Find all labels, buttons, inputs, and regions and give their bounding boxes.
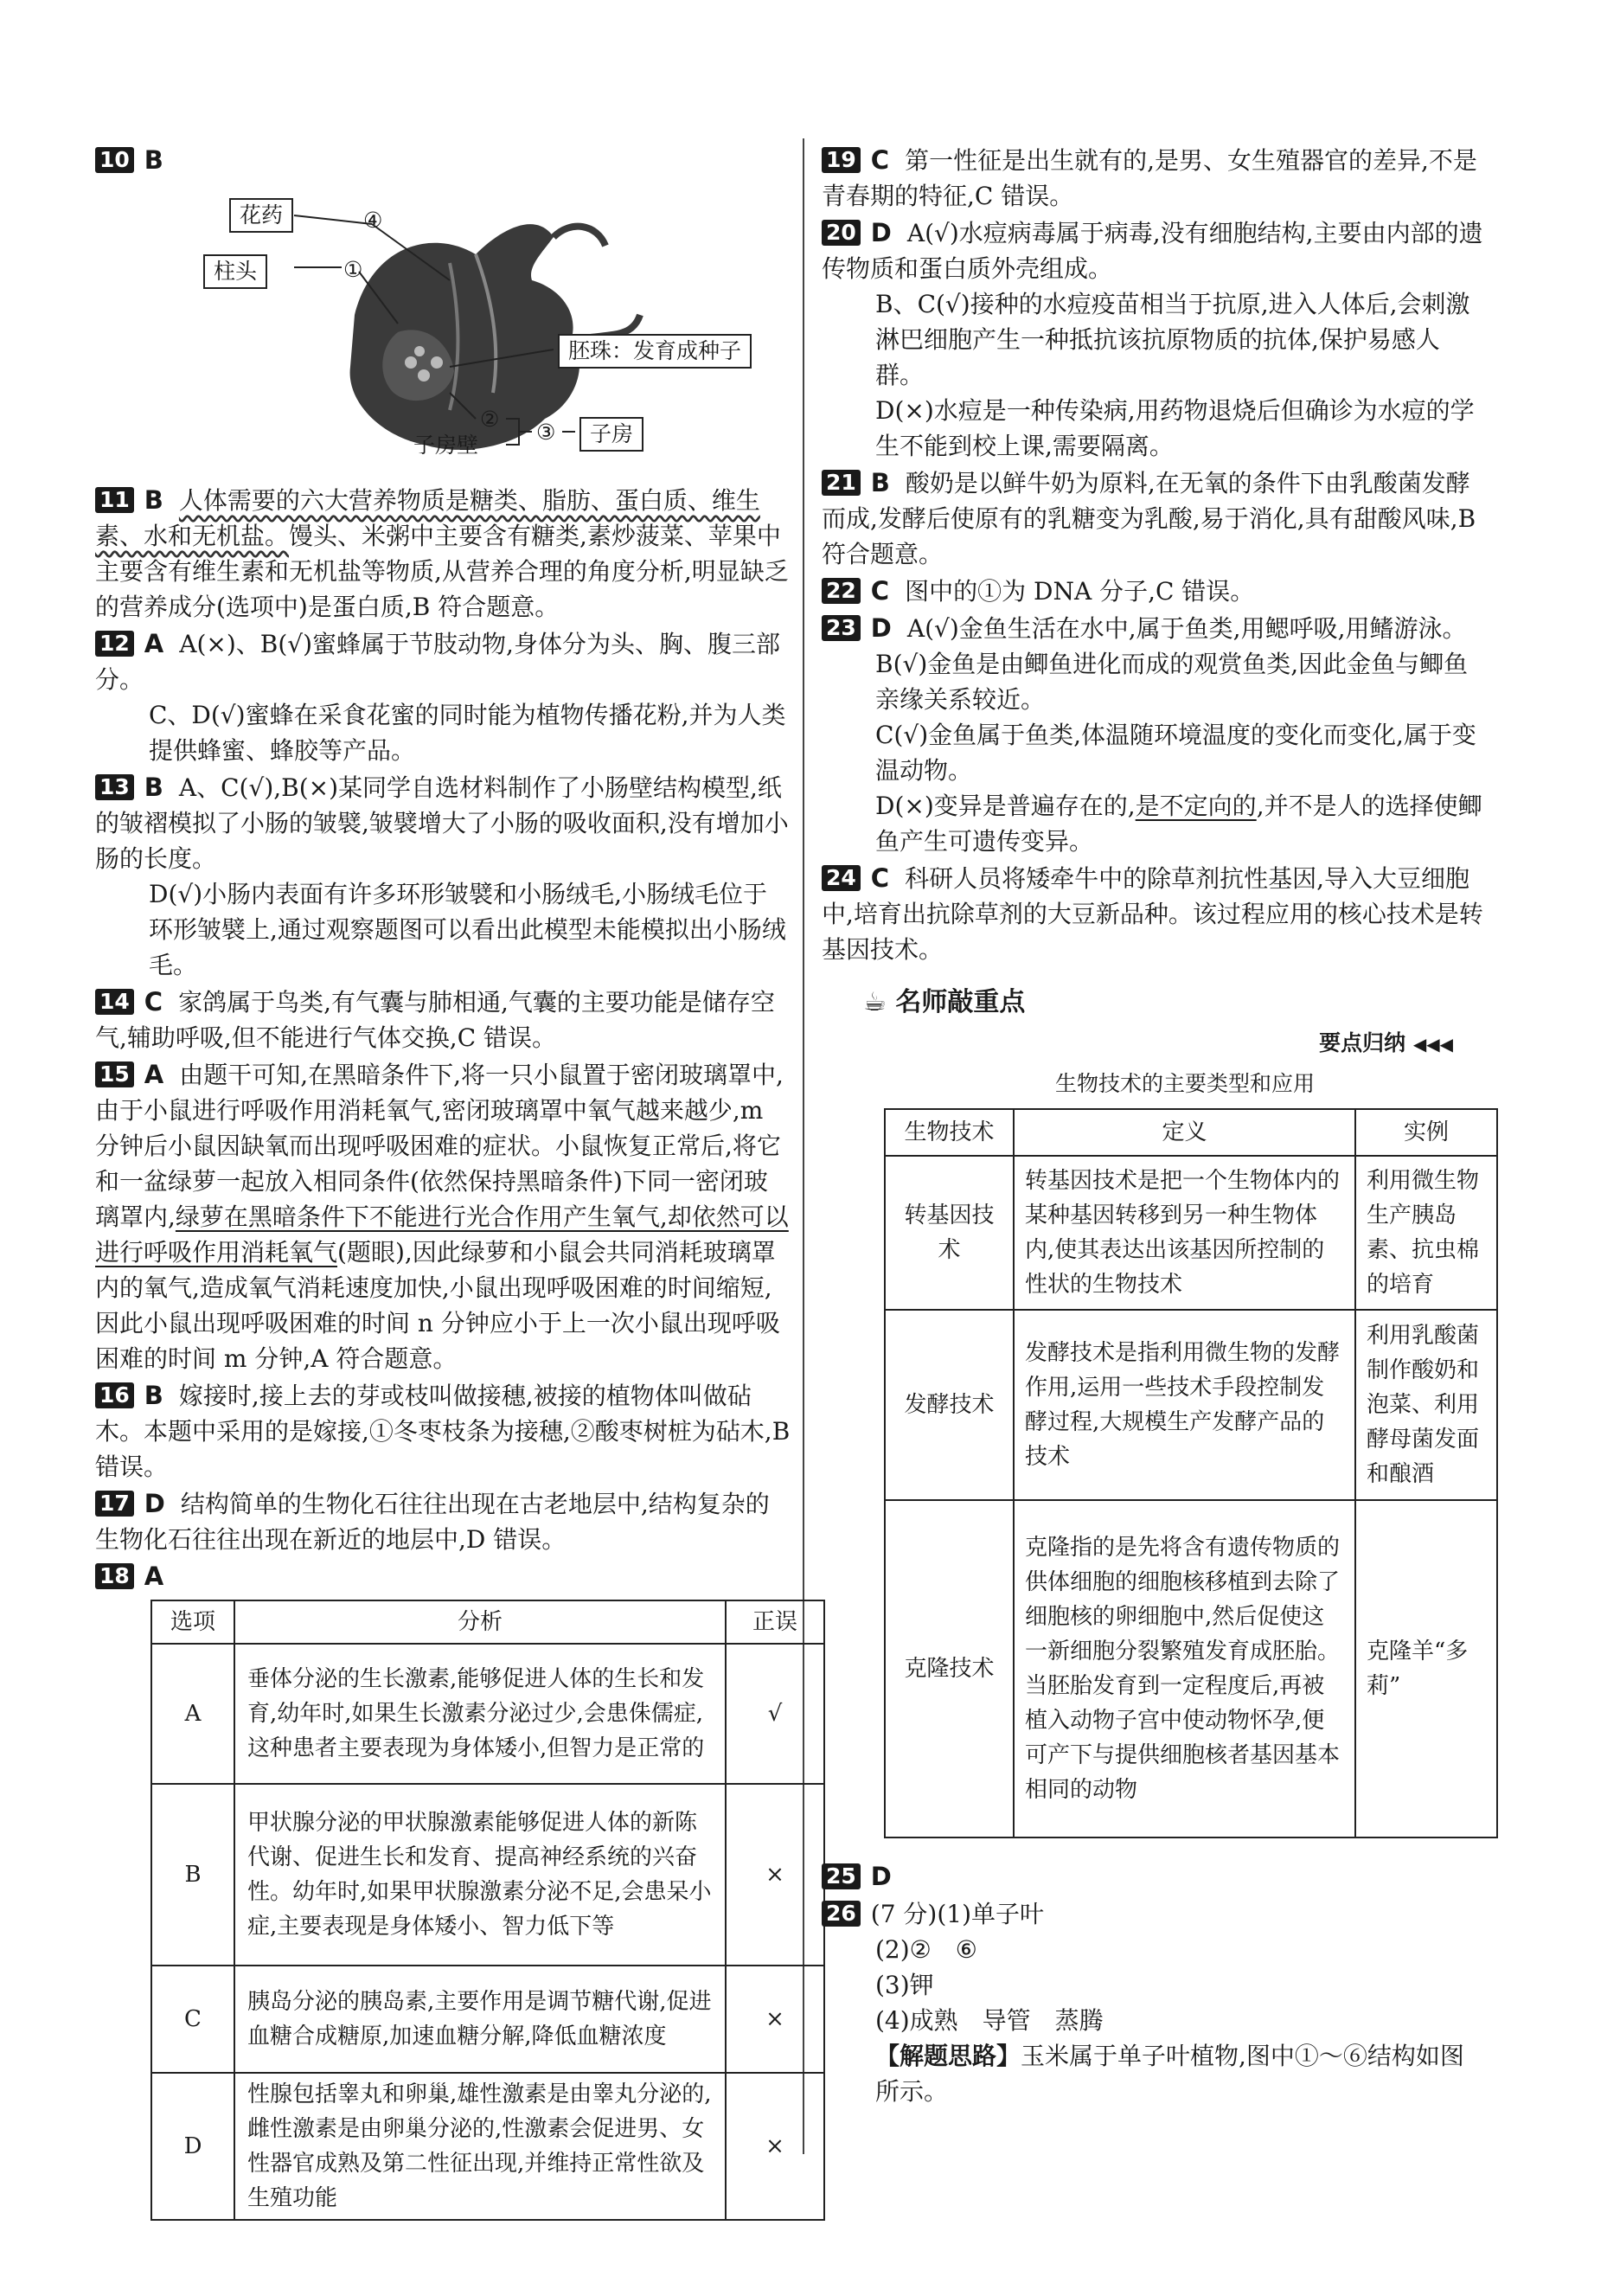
explanation bbox=[822, 788, 1488, 859]
marker-4: ④ bbox=[363, 208, 383, 233]
question-number: 22 bbox=[822, 578, 861, 604]
question-number: 11 bbox=[95, 487, 134, 513]
answer-letter: C bbox=[870, 863, 890, 893]
question-number: 14 bbox=[95, 989, 134, 1015]
analysis-cell: 甲状腺分泌的甲状腺激素能够促进人体的新陈代谢、促进生长和发育、提高神经系统的兴奋性。幼年时,如果甲状腺激素分泌不足,会患呆小症,主要表现是身体矮小、智力低下等 bbox=[234, 1784, 726, 1966]
flower-diagram bbox=[190, 185, 787, 471]
explanation: (题眼),因此绿萝和小鼠会共同消耗玻璃罩内的氧气,造成氧气消耗速度加快,小鼠出现呼吸困难的时间缩短,因此小鼠出现呼吸困难的时间 n 分钟应小于上一次小鼠出现呼吸困难的时间 m 分钟,A 符合题意。 bbox=[95, 1238, 780, 1373]
option-cell: D bbox=[151, 2073, 234, 2220]
explanation: 图中的①为 DNA 分子,C 错误。 bbox=[905, 577, 1255, 606]
question-12 bbox=[95, 626, 791, 768]
question-number: 25 bbox=[822, 1863, 861, 1889]
option-cell: B bbox=[151, 1784, 234, 1966]
label-ovule: 胚珠：发育成种子 bbox=[558, 334, 752, 369]
question-25 bbox=[822, 1859, 1488, 1895]
question-13 bbox=[95, 770, 791, 983]
key-point: 绿萝在黑暗条件下不能进行光合作用产生氧气,却依然可以进行呼吸作用消耗氧气 bbox=[95, 1203, 789, 1267]
marker-3: ③ bbox=[536, 420, 556, 445]
answer-letter: C bbox=[870, 576, 890, 606]
header-option: 选项 bbox=[151, 1600, 234, 1644]
analysis-cell: 胰岛分泌的胰岛素,主要作用是调节糖代谢,促进血糖合成糖原,加速血糖分解,降低血糖浓度 bbox=[234, 1966, 726, 2073]
question-number: 16 bbox=[95, 1382, 134, 1408]
explanation: C(√)金鱼属于鱼类,体温随环境温度的变化而变化,属于变温动物。 bbox=[875, 721, 1476, 785]
table-row bbox=[885, 1310, 1497, 1500]
question-19 bbox=[822, 143, 1488, 214]
question-number: 26 bbox=[822, 1901, 861, 1927]
option-cell: C bbox=[151, 1966, 234, 2073]
solution-text: 玉米属于单子叶植物,图中①～⑥结构如图所示。 bbox=[875, 2042, 1464, 2106]
explanation-part: ,并不是人的选择使鲫鱼产生可遗传变异。 bbox=[875, 792, 1482, 856]
question-number: 18 bbox=[95, 1563, 134, 1589]
key-point: 人体需要的六大营养物质是糖类、脂肪、蛋白质、维生素、水和无机盐。 bbox=[95, 486, 760, 550]
answer-line: (4)成熟 导管 蒸腾 bbox=[875, 2006, 1104, 2035]
explanation: D(√)小肠内表面有许多环形皱襞和小肠绒毛,小肠绒毛位于环形皱襞上,通过观察题图可以看出此模型未能模拟出小肠绒毛。 bbox=[149, 880, 786, 979]
answer-letter: A bbox=[144, 1060, 164, 1089]
explanation: A(×)、B(√)蜜蜂属于节肢动物,身体分为头、胸、腹三部分。 bbox=[95, 630, 780, 694]
explanation: A(√)水痘病毒属于病毒,没有细胞结构,主要由内部的遗传物质和蛋白质外壳组成。 bbox=[822, 219, 1483, 283]
definition-cell: 克隆指的是先将含有遗传物质的供体细胞的细胞核移植到去除了细胞核的卵细胞中,然后促使这一新细胞分裂繁殖发育成胚胎。当胚胎发育到一定程度后,再被植入动物子宫中使动物怀孕,便可产下与提供细胞核者基因基本相同的动物 bbox=[1014, 1500, 1355, 1837]
mark-cell: × bbox=[726, 2073, 824, 2220]
question-17 bbox=[95, 1486, 791, 1557]
explanation: 酸奶是以鲜牛奶为原料,在无氧的条件下由乳酸菌发酵而成,发酵后使原有的乳糖变为乳酸,易于消化,具有甜酸风味,B 符合题意。 bbox=[822, 469, 1476, 568]
tech-cell: 克隆技术 bbox=[885, 1500, 1014, 1837]
explanation: B、C(√)接种的水痘疫苗相当于抗原,进入人体后,会刺激淋巴细胞产生一种抵抗该抗原物质的抗体,保护易感人群。 bbox=[875, 290, 1470, 389]
label-stigma: 柱头 bbox=[203, 254, 267, 289]
table-row bbox=[885, 1500, 1497, 1837]
table-row bbox=[151, 1966, 824, 2073]
tech-cell: 转基因技术 bbox=[885, 1156, 1014, 1310]
table-row bbox=[151, 1644, 824, 1784]
question-22 bbox=[822, 574, 1488, 609]
explanation: 科研人员将矮牵牛中的除草剂抗性基因,导入大豆细胞中,培育出抗除草剂的大豆新品种。该过程应用的核心技术是转基因技术。 bbox=[822, 864, 1483, 964]
table-row bbox=[151, 2073, 824, 2220]
question-number: 19 bbox=[822, 147, 861, 173]
header-tech: 生物技术 bbox=[885, 1109, 1014, 1156]
explanation: 第一性征是出生就有的,是男、女生殖器官的差异,不是青春期的特征,C 错误。 bbox=[822, 146, 1477, 210]
summary-label bbox=[822, 1025, 1453, 1062]
analysis-cell: 垂体分泌的生长激素,能够促进人体的生长和发育,幼年时,如果生长激素分泌过少,会患侏儒症,这种患者主要表现为身体矮小,但智力是正常的 bbox=[234, 1644, 726, 1784]
question-number: 12 bbox=[95, 631, 134, 657]
explanation: A(√)金鱼生活在水中,属于鱼类,用鳃呼吸,用鳍游泳。 bbox=[906, 614, 1467, 643]
question-11 bbox=[95, 483, 791, 625]
answer-letter: D bbox=[870, 218, 892, 247]
label-ovary-wall: 子房壁 bbox=[413, 433, 479, 458]
table-header bbox=[151, 1600, 824, 1644]
option-cell: A bbox=[151, 1644, 234, 1784]
answer-letter: C bbox=[870, 145, 890, 175]
summary-text: 要点归纳 bbox=[1319, 1030, 1406, 1055]
question-number: 20 bbox=[822, 220, 861, 246]
question-23 bbox=[822, 611, 1488, 859]
question-20 bbox=[822, 215, 1488, 464]
label-ovary: 子房 bbox=[579, 417, 643, 452]
tech-cell: 发酵技术 bbox=[885, 1310, 1014, 1500]
explanation: 家鸽属于鸟类,有气囊与肺相通,气囊的主要功能是储存空气,辅助呼吸,但不能进行气体交换,C 错误。 bbox=[95, 988, 775, 1052]
mark-cell: × bbox=[726, 1966, 824, 2073]
question-16 bbox=[95, 1378, 791, 1485]
question-15 bbox=[95, 1057, 791, 1376]
explanation: B(√)金鱼是由鲫鱼进化而成的观赏鱼类,因此金鱼与鲫鱼亲缘关系较近。 bbox=[875, 650, 1469, 714]
explanation: D(×)水痘是一种传染病,用药物退烧后但确诊为水痘的学生不能到校上课,需要隔离。 bbox=[875, 396, 1475, 460]
question-number: 13 bbox=[95, 774, 134, 800]
explanation: 结构简单的生物化石往往出现在古老地层中,结构复杂的生物化石往往出现在新近的地层中,D 错误。 bbox=[95, 1490, 770, 1554]
question-14 bbox=[95, 984, 791, 1055]
answer-line: (2)② ⑥ bbox=[875, 1935, 977, 1964]
answer-letter: A bbox=[144, 629, 164, 658]
question-21 bbox=[822, 465, 1488, 572]
explanation: 由题干可知,在黑暗条件下,将一只小鼠置于密闭玻璃罩中,由于小鼠进行呼吸作用消耗氧气,密闭玻璃罩中氧气越来越少,m 分钟后小鼠因缺氧而出现呼吸困难的症状。小鼠恢复正常后,将它和一盆绿萝一起放入相同条件(依然保持黑暗条件)下同一密闭玻璃罩内, bbox=[95, 1061, 784, 1231]
definition-cell: 发酵技术是指利用微生物的发酵作用,运用一些技术手段控制发酵过程,大规模生产发酵产品的技术 bbox=[1014, 1310, 1355, 1500]
example-cell: 利用微生物生产胰岛素、抗虫棉的培育 bbox=[1355, 1156, 1497, 1310]
section-title: 名师敲重点 bbox=[895, 987, 1026, 1017]
label-anther: 花药 bbox=[229, 198, 293, 233]
question-26 bbox=[822, 1896, 1488, 2109]
question-number: 21 bbox=[822, 470, 861, 496]
explanation: A、C(√),B(×)某同学自选材料制作了小肠壁结构模型,纸的皱褶模拟了小肠的皱襞,皱襞增大了小肠的吸收面积,没有增加小肠的长度。 bbox=[95, 773, 789, 873]
question-number: 15 bbox=[95, 1061, 134, 1087]
question-number: 10 bbox=[95, 147, 134, 173]
solution-label: 【解题思路】 bbox=[875, 2042, 1021, 2070]
answer-letter: D bbox=[870, 1862, 892, 1891]
marker-2: ② bbox=[480, 407, 500, 432]
left-column bbox=[95, 143, 797, 2221]
answer-letter: B bbox=[144, 773, 163, 802]
answer-letter: B bbox=[144, 485, 163, 515]
explanation-part: D(×)变异是普遍存在的, bbox=[875, 792, 1136, 820]
answer-letter: D bbox=[870, 613, 892, 643]
table-header bbox=[885, 1109, 1497, 1156]
biotech-table bbox=[884, 1108, 1498, 1838]
mark-cell: × bbox=[726, 1784, 824, 1966]
definition-cell: 转基因技术是把一个生物体内的某种基因转移到另一种生物体内,使其表达出该基因所控制的性状的生物技术 bbox=[1014, 1156, 1355, 1310]
arrow-left-icon: ◀◀◀ bbox=[1412, 1034, 1453, 1055]
header-definition: 定义 bbox=[1014, 1109, 1355, 1156]
answer-letter: B bbox=[144, 145, 163, 175]
answer-line: (3)钾 bbox=[875, 1971, 934, 1999]
explanation: 馒头、米粥中主要含有糖类,素炒菠菜、苹果中主要含有维生素和无机盐等物质,从营养合理的角度分析,明显缺乏的营养成分(选项中)是蛋白质,B 符合题意。 bbox=[95, 522, 789, 621]
answer-letter: B bbox=[144, 1381, 163, 1410]
table-caption: 生物技术的主要类型和应用 bbox=[1054, 1071, 1315, 1096]
header-example: 实例 bbox=[1355, 1109, 1497, 1156]
question-number: 23 bbox=[822, 615, 861, 641]
teacher-icon: ☕ bbox=[863, 987, 887, 1017]
example-cell: 利用乳酸菌制作酸奶和泡菜、利用酵母菌发面和酿酒 bbox=[1355, 1310, 1497, 1500]
answer-letter: D bbox=[144, 1489, 165, 1518]
header-analysis: 分析 bbox=[234, 1600, 726, 1644]
question-10 bbox=[95, 143, 791, 178]
analysis-cell: 性腺包括睾丸和卵巢,雄性激素是由睾丸分泌的,雌性激素是由卵巢分泌的,性激素会促进男、女性器官成熟及第二性征出现,并维持正常性欲及生殖功能 bbox=[234, 2073, 726, 2220]
answer-letter: B bbox=[870, 468, 890, 497]
table-row bbox=[885, 1156, 1497, 1310]
header-correct: 正误 bbox=[726, 1600, 824, 1644]
section-heading bbox=[863, 984, 1488, 1020]
solution-idea bbox=[822, 2038, 1488, 2109]
marker-1: ① bbox=[343, 257, 363, 282]
table-row bbox=[151, 1784, 824, 1966]
question-24 bbox=[822, 861, 1488, 967]
question-number: 17 bbox=[95, 1491, 134, 1517]
mark-cell: √ bbox=[726, 1644, 824, 1784]
question-number: 24 bbox=[822, 865, 861, 891]
example-cell: 克隆羊“多莉” bbox=[1355, 1500, 1497, 1837]
right-column bbox=[822, 143, 1488, 2111]
answer-letter: A bbox=[144, 1562, 164, 1591]
hormone-analysis-table bbox=[150, 1600, 825, 2221]
explanation: 嫁接时,接上去的芽或枝叫做接穗,被接的植物体叫做砧木。本题中采用的是嫁接,①冬枣枝条为接穗,②酸枣树桩为砧木,B 错误。 bbox=[95, 1382, 791, 1481]
key-point: 是不定向的 bbox=[1135, 792, 1257, 820]
question-18 bbox=[95, 1559, 791, 1594]
answer-line: (7 分)(1)单子叶 bbox=[870, 1900, 1045, 1928]
answer-letter: C bbox=[144, 987, 163, 1017]
explanation: C、D(√)蜜蜂在采食花蜜的同时能为植物传播花粉,并为人类提供蜂蜜、蜂胶等产品。 bbox=[149, 701, 786, 765]
